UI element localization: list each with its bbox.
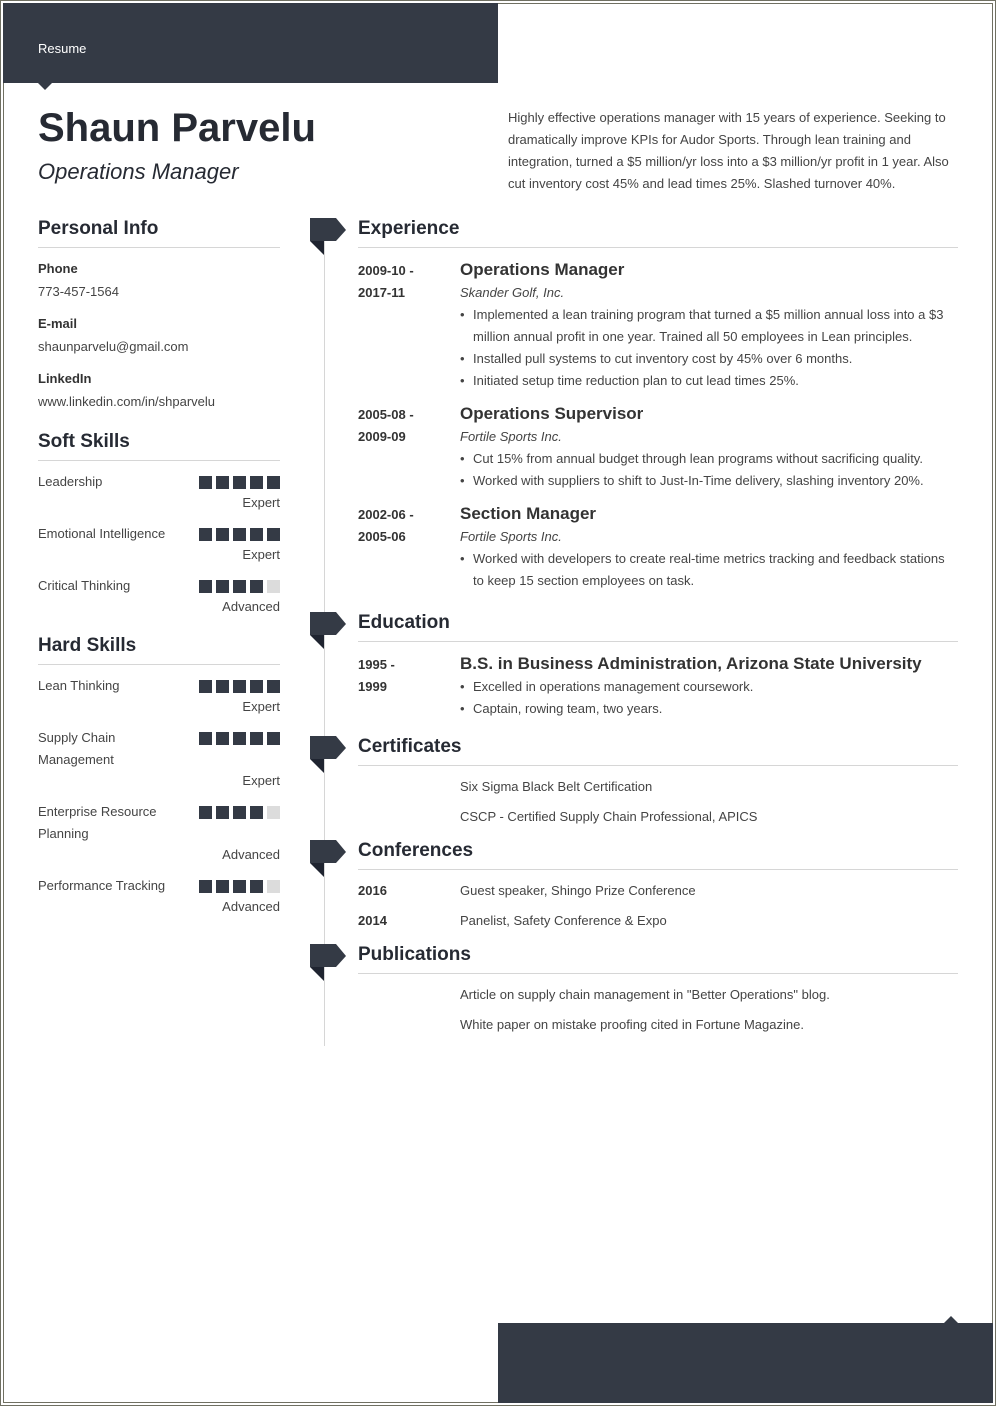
phone-label: Phone (38, 261, 78, 276)
experience-entry (358, 402, 958, 492)
skill-level: Advanced (222, 599, 280, 614)
bullet-item: • Installed pull systems to cut inventory cost by 45% over 6 months. (460, 348, 958, 370)
rating-square-filled-icon (250, 732, 263, 745)
skill-name: Emotional Intelligence (38, 526, 166, 541)
skill-rating (199, 732, 280, 745)
conferences-heading: Conferences (358, 838, 958, 870)
date-start: 2009-10 - (358, 263, 414, 278)
rating-square-filled-icon (233, 680, 246, 693)
skill-name: Lean Thinking (38, 678, 120, 693)
skill-row (38, 875, 280, 917)
skill-row (38, 675, 280, 717)
skill-rating (199, 880, 280, 893)
conference-year: 2016 (358, 883, 387, 898)
rating-square-filled-icon (233, 580, 246, 593)
rating-square-filled-icon (267, 528, 280, 541)
skill-level: Expert (242, 699, 280, 714)
skill-name: Critical Thinking (38, 578, 131, 593)
skill-rating (199, 806, 280, 819)
bullet-item: • Initiated setup time reduction plan to cut lead times 25%. (460, 370, 958, 392)
bullet-item: • Excelled in operations management coursework. (460, 676, 958, 698)
entry-body (460, 402, 958, 492)
rating-square-filled-icon (199, 580, 212, 593)
rating-square-filled-icon (199, 528, 212, 541)
linkedin-value[interactable]: www.linkedin.com/in/shparvelu (38, 394, 216, 409)
entry-organization: Skander Golf, Inc. (460, 285, 565, 300)
footer-notch (944, 1316, 958, 1323)
skill-rating (199, 528, 280, 541)
publication-item: Article on supply chain management in "Better Operations" blog. (460, 987, 830, 1002)
rating-square-filled-icon (250, 580, 263, 593)
rating-square-filled-icon (233, 528, 246, 541)
bullet-item: • Implemented a lean training program that turned a $5 million annual loss into a $3 million annual profit in one year. Trained all 50 employees in Lean principles. (460, 304, 958, 348)
linkedin-label: LinkedIn (38, 371, 92, 386)
rating-square-filled-icon (233, 880, 246, 893)
bullet-item: • Cut 15% from annual budget through lean programs without sacrificing quality. (460, 448, 958, 470)
skill-rating (199, 580, 280, 593)
entry-title: B.S. in Business Administration, Arizona State University (460, 654, 922, 673)
education-section (310, 610, 958, 720)
rating-square-filled-icon (216, 880, 229, 893)
personal-info-heading: Personal Info (38, 216, 280, 248)
header-notch (38, 83, 52, 90)
skill-row (38, 471, 280, 513)
skill-row (38, 801, 280, 865)
experience-list (310, 258, 958, 592)
entry-body (460, 502, 958, 592)
rating-square-filled-icon (233, 806, 246, 819)
section-flag-icon (310, 218, 346, 256)
rating-square-filled-icon (199, 680, 212, 693)
rating-square-empty-icon (267, 580, 280, 593)
bullet-item: • Worked with suppliers to shift to Just-In-Time delivery, slashing inventory 20%. (460, 470, 958, 492)
date-end: 1999 (358, 679, 387, 694)
certificate-item: CSCP - Certified Supply Chain Professional, APICS (460, 809, 758, 824)
profile-summary: Highly effective operations manager with 15 years of experience. Seeking to dramatically improve KPIs for Audor Sports. Through lean training and integration, turned a $5 million/yr loss into a $3 million/yr profit in 1 year. Also cut inventory cost 45% and lead times 25%. Slashed turnover 40%. (508, 110, 949, 191)
rating-square-filled-icon (216, 806, 229, 819)
skill-name: Performance Tracking (38, 878, 166, 893)
skill-level: Expert (242, 547, 280, 562)
skill-rating (199, 680, 280, 693)
entry-date (358, 504, 448, 548)
rating-square-filled-icon (250, 880, 263, 893)
rating-square-filled-icon (250, 806, 263, 819)
rating-square-filled-icon (199, 806, 212, 819)
rating-square-empty-icon (267, 806, 280, 819)
publications-section (310, 942, 958, 1040)
rating-square-filled-icon (216, 476, 229, 489)
rating-square-filled-icon (267, 680, 280, 693)
section-flag-icon (310, 840, 346, 878)
email-value[interactable]: shaunparvelu@gmail.com (38, 339, 189, 354)
date-start: 2005-08 - (358, 407, 414, 422)
date-start: 2002-06 - (358, 507, 414, 522)
entry-date (358, 654, 448, 698)
conference-text: Guest speaker, Shingo Prize Conference (460, 883, 696, 898)
resume-label: Resume (38, 41, 87, 56)
rating-square-filled-icon (233, 732, 246, 745)
entry-title: Operations Manager (460, 260, 625, 279)
conference-year: 2014 (358, 913, 387, 928)
skill-name: Enterprise Resource Planning (38, 804, 157, 841)
certificates-heading: Certificates (358, 734, 958, 766)
soft-skills-heading: Soft Skills (38, 429, 280, 461)
rating-square-filled-icon (267, 732, 280, 745)
rating-square-filled-icon (233, 476, 246, 489)
rating-square-filled-icon (267, 476, 280, 489)
left-column (38, 216, 280, 917)
education-list (310, 652, 958, 720)
experience-entry (358, 258, 958, 392)
date-end: 2017-11 (358, 285, 405, 300)
skill-level: Expert (242, 773, 280, 788)
entry-bullets (460, 304, 958, 392)
skill-rating (199, 476, 280, 489)
bullet-item: • Worked with developers to create real-time metrics tracking and feedback stations to keep 15 section employees on task. (460, 548, 958, 592)
rating-square-filled-icon (216, 528, 229, 541)
experience-heading: Experience (358, 216, 958, 248)
rating-square-filled-icon (216, 580, 229, 593)
experience-entry (358, 502, 958, 592)
conference-text: Panelist, Safety Conference & Expo (460, 913, 667, 928)
skill-row (38, 575, 280, 617)
conferences-section (310, 838, 958, 936)
skill-row (38, 727, 280, 791)
rating-square-filled-icon (199, 880, 212, 893)
phone-value: 773-457-1564 (38, 284, 119, 299)
rating-square-filled-icon (216, 680, 229, 693)
section-flag-icon (310, 944, 346, 982)
rating-square-filled-icon (216, 732, 229, 745)
entry-body (460, 258, 958, 392)
date-end: 2009-09 (358, 429, 406, 444)
rating-square-filled-icon (199, 476, 212, 489)
skill-name: Supply Chain Management (38, 730, 116, 767)
date-start: 1995 - (358, 657, 395, 672)
entry-bullets (460, 548, 958, 592)
education-entry (358, 652, 958, 720)
entry-bullets (460, 676, 958, 720)
skill-level: Expert (242, 495, 280, 510)
entry-date (358, 404, 448, 448)
bullet-item: • Captain, rowing team, two years. (460, 698, 958, 720)
hard-skills-heading: Hard Skills (38, 633, 280, 665)
entry-organization: Fortile Sports Inc. (460, 429, 562, 444)
publications-heading: Publications (358, 942, 958, 974)
entry-bullets (460, 448, 958, 492)
certificates-section (310, 734, 958, 832)
rating-square-filled-icon (250, 476, 263, 489)
education-heading: Education (358, 610, 958, 642)
hard-skills-list (38, 675, 280, 917)
section-flag-icon (310, 736, 346, 774)
email-label: E-mail (38, 316, 78, 331)
conference-item (358, 876, 958, 906)
skill-name: Leadership (38, 474, 103, 489)
entry-body (460, 652, 958, 720)
date-end: 2005-06 (358, 529, 406, 544)
soft-skills-list (38, 471, 280, 617)
skill-level: Advanced (222, 847, 280, 862)
skill-level: Advanced (222, 899, 280, 914)
publication-item: White paper on mistake proofing cited in Fortune Magazine. (460, 1017, 804, 1032)
footer-bar (498, 1323, 993, 1403)
conference-item (358, 906, 958, 936)
experience-section (310, 216, 958, 592)
entry-title: Operations Supervisor (460, 404, 644, 423)
entry-date (358, 260, 448, 304)
rating-square-filled-icon (250, 680, 263, 693)
certificate-item: Six Sigma Black Belt Certification (460, 779, 653, 794)
rating-square-filled-icon (250, 528, 263, 541)
candidate-name: Shaun Parvelu (38, 106, 316, 150)
skill-row (38, 523, 280, 565)
rating-square-filled-icon (199, 732, 212, 745)
entry-organization: Fortile Sports Inc. (460, 529, 562, 544)
candidate-role: Operations Manager (38, 159, 239, 184)
rating-square-empty-icon (267, 880, 280, 893)
personal-info-list (38, 260, 280, 413)
entry-title: Section Manager (460, 504, 597, 523)
header-bar (3, 3, 498, 83)
section-flag-icon (310, 612, 346, 650)
